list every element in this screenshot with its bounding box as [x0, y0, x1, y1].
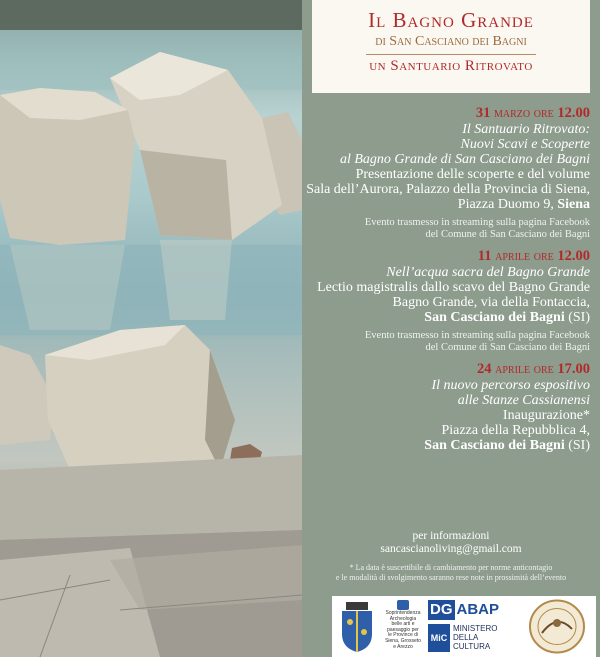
coat-of-arms-icon — [338, 602, 376, 652]
title-box — [312, 0, 590, 93]
event-title-line: al Bagno Grande di San Casciano dei Bagni — [339, 152, 590, 167]
ministero-label: MINISTERO DELLA CULTURA — [453, 624, 498, 651]
event-detail-line: Lectio magistralis dallo scavo del Bagno Grande — [317, 280, 590, 295]
soprintendenza-logo: Soprintendenza Archeologia belle arti e paesaggio per le Province di Siena, Grosseto e Arezzo — [382, 600, 424, 654]
events-list — [302, 105, 600, 453]
streaming-note: Evento trasmesso in streaming sulla pagina Facebook del Comune di San Casciano dei Bagni — [364, 217, 590, 240]
main-subtitle: di San Casciano dei Bagni — [375, 34, 527, 49]
event-location: Piazza Duomo 9, Siena — [457, 197, 590, 212]
info-panel — [302, 0, 600, 657]
event-title-line: Nell’acqua sacra del Bagno Grande — [386, 265, 590, 280]
event-detail-line: Presentazione delle scoperte e del volume — [355, 167, 590, 182]
event-date: 31 marzo ore 12.00 — [475, 105, 590, 121]
event-title-line: Il nuovo percorso espositivo — [431, 378, 590, 393]
event-item — [302, 248, 590, 354]
info-label: per informazioni — [412, 530, 490, 542]
footnote: * La data è suscettibile di cambiamento per norme anticontagio e le modalità di svolgimento saranno rese note in prossimità dell’evento — [335, 563, 567, 582]
soprintendenza-emblem-icon — [397, 600, 409, 610]
event-detail-line: Piazza della Repubblica 4, — [441, 423, 590, 438]
event-detail-line: Sala dell’Aurora, Palazzo della Provincia di Siena, — [306, 182, 590, 197]
event-date: 24 aprile ore 17.00 — [477, 361, 590, 377]
title-divider — [366, 54, 536, 55]
event-detail-line: Inaugurazione* — [502, 408, 590, 423]
mic-logo: MiC — [428, 624, 450, 652]
streaming-note: Evento trasmesso in streaming sulla pagina Facebook del Comune di San Casciano dei Bagni — [364, 330, 590, 353]
event-item — [302, 361, 590, 453]
contact-info — [302, 530, 600, 556]
main-title: Il Bagno Grande — [368, 8, 534, 32]
event-location: San Casciano dei Bagni (SI) — [424, 438, 590, 453]
event-item — [302, 105, 590, 241]
event-title-line: Nuovi Scavi e Scoperte — [460, 137, 590, 152]
contact-email[interactable]: sancascianoliving@gmail.com — [380, 543, 522, 555]
event-title-line: alle Stanze Cassianensi — [457, 393, 590, 408]
event-detail-line: Bagno Grande, via della Fontaccia, — [392, 295, 590, 310]
tagline: un Santuario Ritrovato — [369, 58, 533, 74]
event-date: 11 aprile ore 12.00 — [477, 248, 590, 264]
event-location: San Casciano dei Bagni (SI) — [424, 310, 590, 325]
event-title-line: Il Santuario Ritrovato: — [462, 122, 590, 137]
association-seal-icon — [528, 599, 586, 654]
sponsor-logos — [332, 596, 596, 657]
dgabap-logo: DG ABAP — [430, 601, 500, 618]
